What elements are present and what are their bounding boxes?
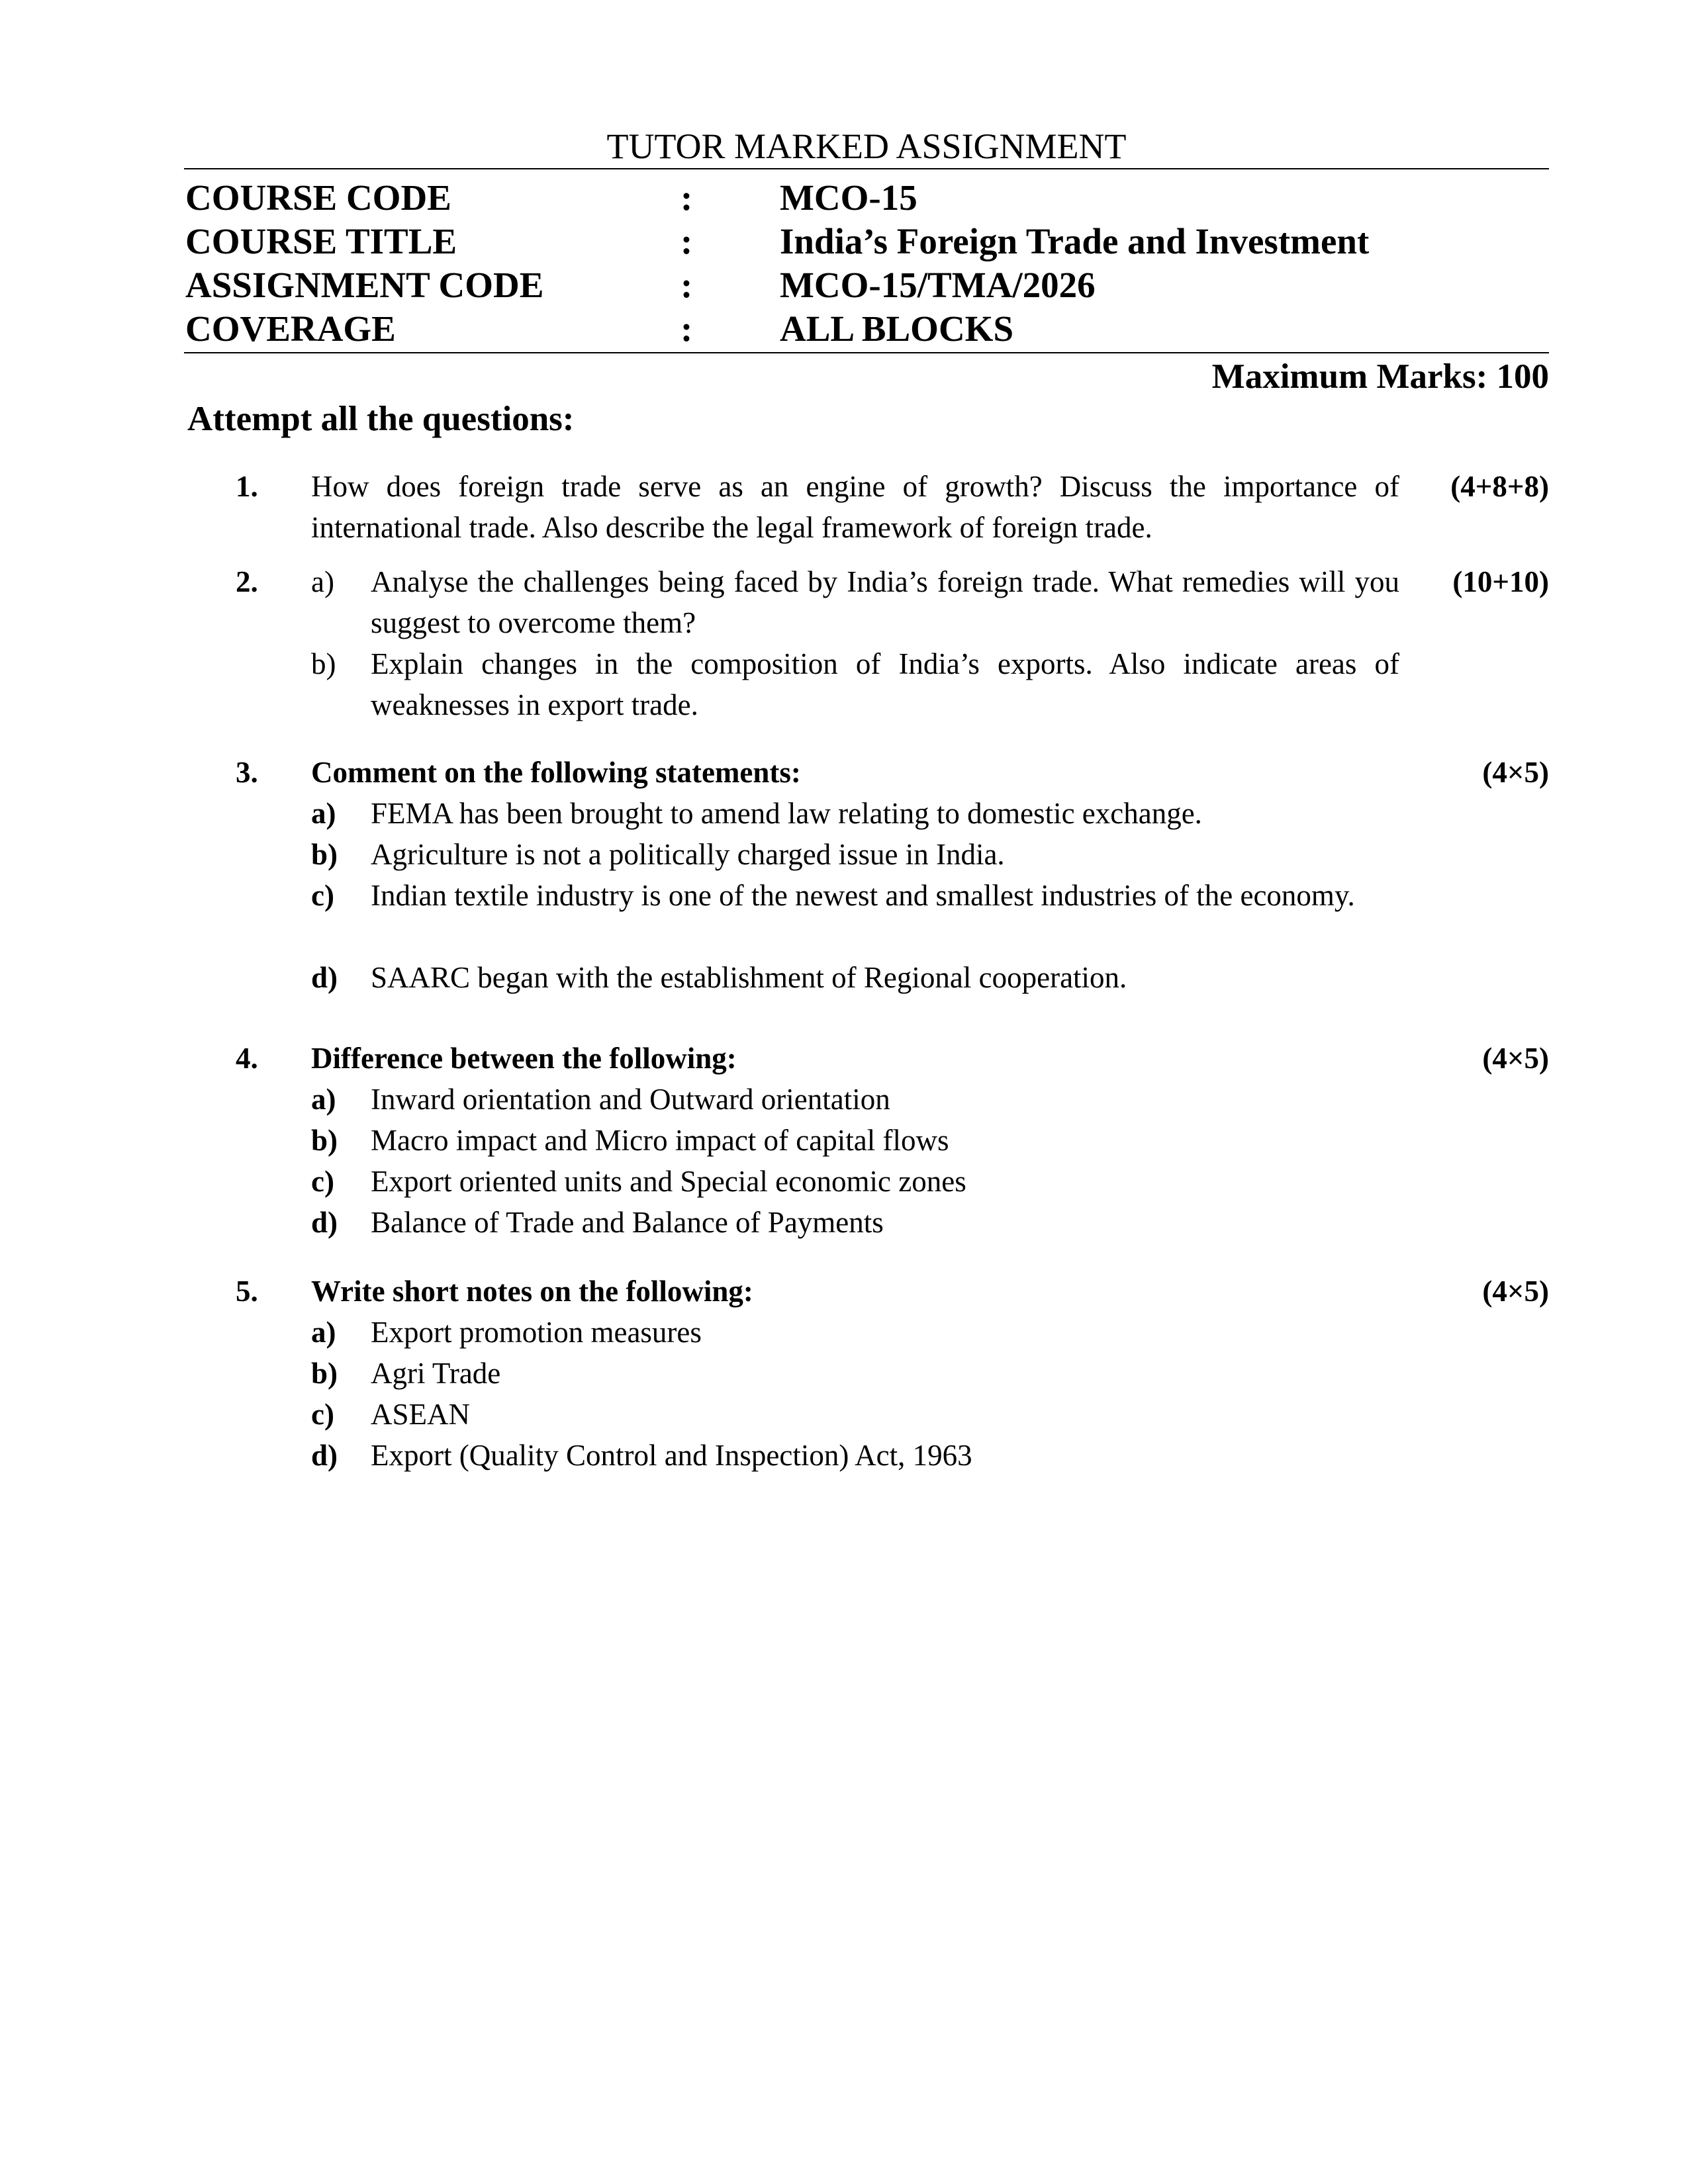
part-text: ASEAN: [371, 1398, 471, 1431]
part-letter: b): [311, 838, 338, 871]
part-text: SAARC began with the establishment of Regional cooperation.: [371, 961, 1127, 994]
part-text: Indian textile industry is one of the newest and smallest industries of the economy.: [371, 879, 1355, 912]
part-text: Agriculture is not a politically charged issue in India.: [371, 838, 1005, 871]
question-number: 2.: [236, 565, 258, 598]
part-letter: a): [311, 1083, 336, 1116]
instruction-heading: Attempt all the questions:: [187, 400, 575, 438]
part-text: Macro impact and Micro impact of capital flows: [371, 1124, 949, 1157]
part-letter: c): [311, 1398, 334, 1431]
part-text: Analyse the challenges being faced by India’s foreign trade. What remedies will you suggest to overcome them?: [371, 565, 1399, 639]
question-marks: (4×5): [1482, 1042, 1549, 1075]
coverage-label: COVERAGE: [185, 308, 396, 349]
question-heading: Difference between the following:: [311, 1042, 737, 1075]
part-text: FEMA has been brought to amend law relating to domestic exchange.: [371, 797, 1202, 830]
course-title-colon: :: [680, 221, 693, 261]
part-text: Export promotion measures: [371, 1316, 702, 1349]
assignment-code-value: MCO-15/TMA/2026: [780, 265, 1096, 305]
question-number: 1.: [236, 470, 258, 503]
part-text: Export (Quality Control and Inspection) Act, 1963: [371, 1439, 972, 1472]
course-code-colon: :: [680, 177, 693, 218]
question-heading: Write short notes on the following:: [311, 1275, 753, 1308]
part-letter: c): [311, 1165, 334, 1198]
maximum-marks: Maximum Marks: 100: [1211, 357, 1549, 396]
question-text: How does foreign trade serve as an engine of growth? Discuss the importance of international trade. Also describe the legal framework of foreign trade.: [311, 470, 1399, 544]
part-letter: d): [311, 1206, 338, 1239]
coverage-value: ALL BLOCKS: [780, 308, 1014, 349]
coverage-colon: :: [680, 308, 693, 349]
question-heading: Comment on the following statements:: [311, 756, 801, 789]
part-text: Inward orientation and Outward orientation: [371, 1083, 890, 1116]
course-code-value: MCO-15: [780, 177, 917, 218]
part-letter: b): [311, 1124, 338, 1157]
part-text: Agri Trade: [371, 1357, 501, 1390]
part-letter: c): [311, 879, 334, 912]
part-letter: a): [311, 565, 334, 598]
part-letter: d): [311, 1439, 338, 1472]
header-top-rule: [184, 168, 1549, 169]
part-text: Export oriented units and Special economic zones: [371, 1165, 966, 1198]
assignment-code-colon: :: [680, 265, 693, 305]
header-bottom-rule: [184, 352, 1549, 353]
part-letter: b): [311, 1357, 338, 1390]
document-title: TUTOR MARKED ASSIGNMENT: [606, 126, 1127, 166]
question-number: 5.: [236, 1275, 258, 1308]
part-letter: b): [311, 647, 336, 680]
assignment-code-label: ASSIGNMENT CODE: [185, 265, 544, 305]
question-marks: (4+8+8): [1450, 470, 1549, 503]
question-number: 3.: [236, 756, 258, 789]
course-title-value: India’s Foreign Trade and Investment: [780, 221, 1370, 261]
question-marks: (4×5): [1482, 1275, 1549, 1308]
question-marks: (4×5): [1482, 756, 1549, 789]
part-text: Balance of Trade and Balance of Payments: [371, 1206, 884, 1239]
part-text: Explain changes in the composition of India’s exports. Also indicate areas of weaknesses in export trade.: [371, 647, 1399, 721]
course-title-label: COURSE TITLE: [185, 221, 457, 261]
part-letter: d): [311, 961, 338, 994]
part-letter: a): [311, 797, 336, 830]
question-marks: (10+10): [1452, 565, 1549, 598]
question-number: 4.: [236, 1042, 258, 1075]
part-letter: a): [311, 1316, 336, 1349]
course-code-label: COURSE CODE: [185, 177, 451, 218]
